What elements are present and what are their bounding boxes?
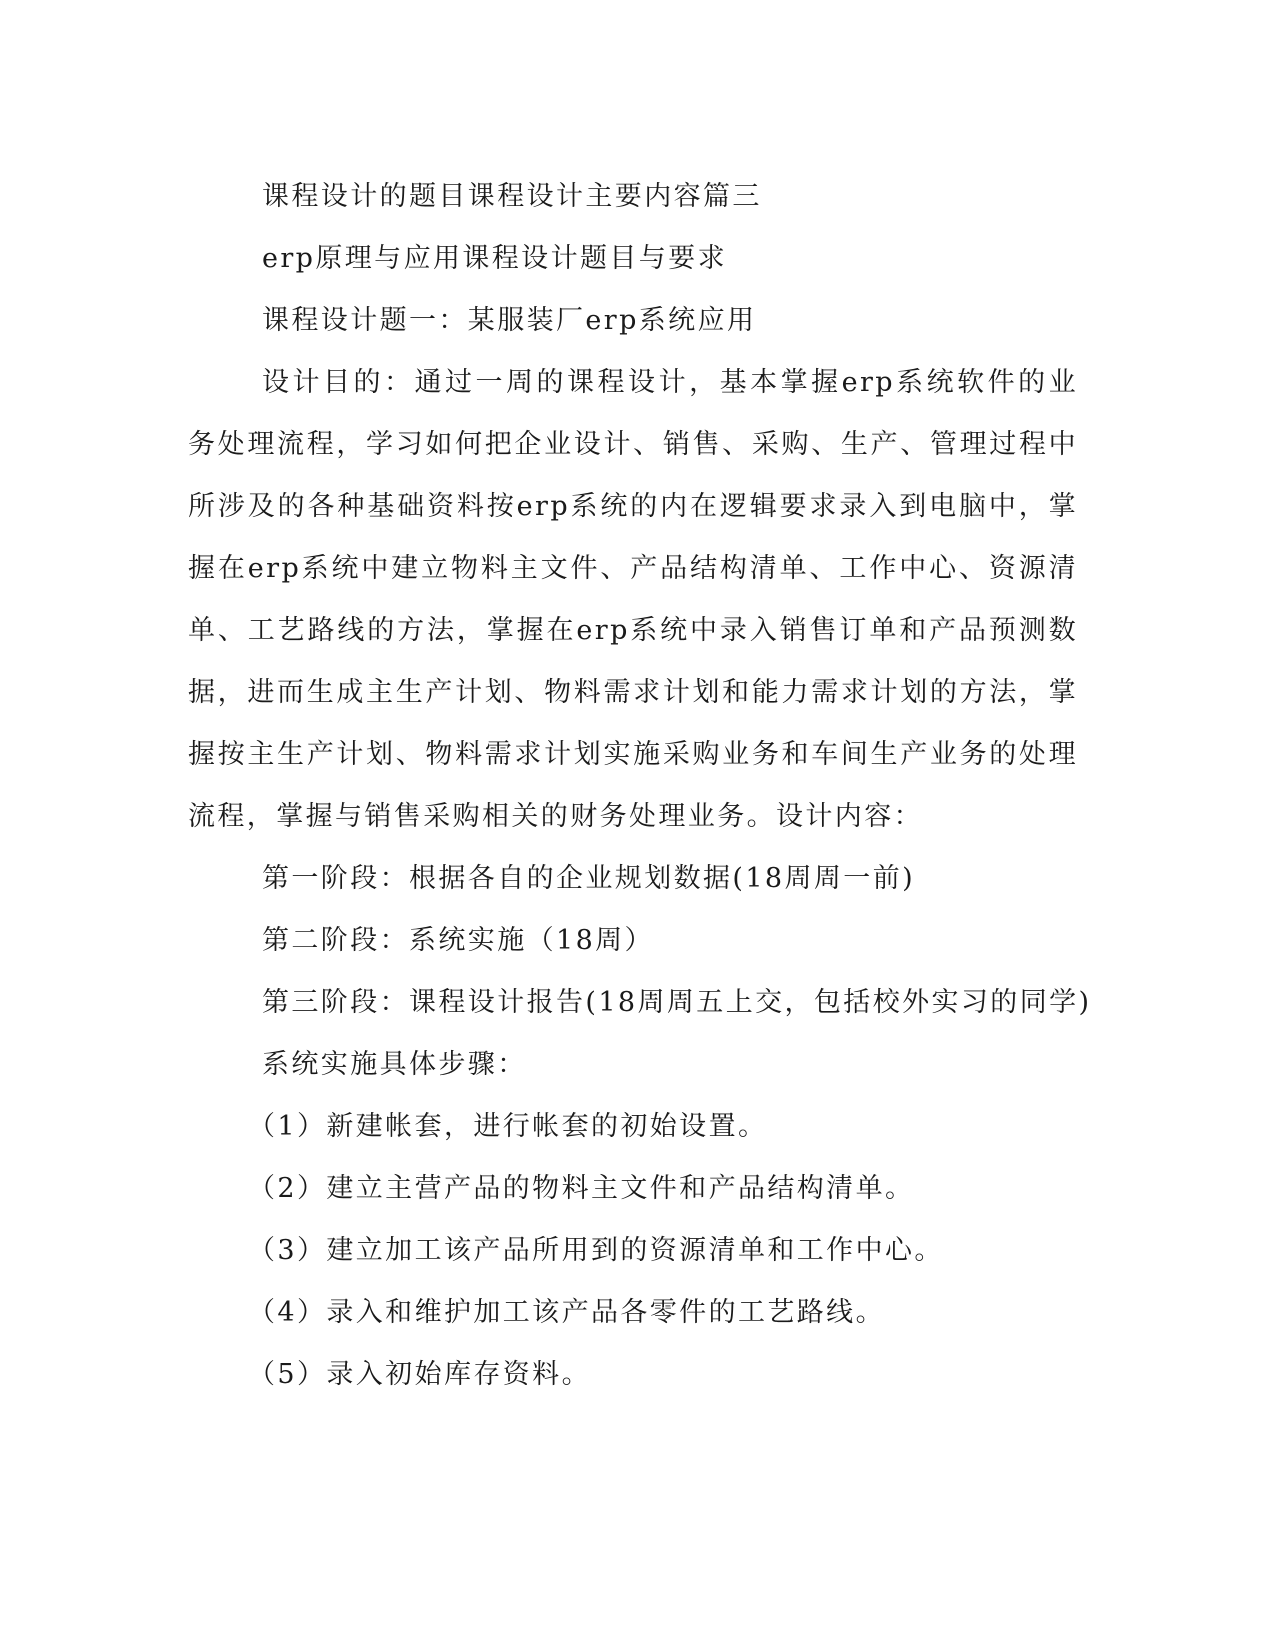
design-purpose-paragraph: 设计目的：通过一周的课程设计，基本掌握erp系统软件的业务处理流程，学习如何把企业设计、销售、采购、生产、管理过程中所涉及的各种基础资料按erp系统的内在逻辑要求录入到电脑中，掌握在erp系统中建立物料主文件、产品结构清单、工作中心、资源清单、工艺路线的方法，掌握在erp系统中录入销售订单和产品预测数据，进而生成主生产计划、物料需求计划和能力需求计划的方法，掌握按主生产计划、物料需求计划实施采购业务和车间生产业务的处理流程，掌握与销售采购相关的财务处理业务。设计内容： <box>188 367 1078 832</box>
document-subtitle: erp原理与应用课程设计题目与要求 <box>262 243 727 274</box>
stage-item: 第二阶段：系统实施（18周） <box>262 925 654 956</box>
stage-item: 第三阶段：课程设计报告(18周周五上交，包括校外实习的同学) <box>262 987 1092 1018</box>
step-item: （5）录入初始库存资料。 <box>248 1359 591 1390</box>
step-item: （4）录入和维护加工该产品各零件的工艺路线。 <box>248 1297 885 1328</box>
step-item: （1）新建帐套，进行帐套的初始设置。 <box>248 1111 768 1142</box>
step-item: （3）建立加工该产品所用到的资源清单和工作中心。 <box>248 1235 944 1266</box>
design-topic: 课程设计题一：某服装厂erp系统应用 <box>262 305 757 336</box>
steps-title: 系统实施具体步骤： <box>262 1049 527 1080</box>
document-heading: 课程设计的题目课程设计主要内容篇三 <box>262 181 762 212</box>
document-body <box>188 166 1092 1406</box>
step-item: （2）建立主营产品的物料主文件和产品结构清单。 <box>248 1173 915 1204</box>
stage-item: 第一阶段：根据各自的企业规划数据(18周周一前) <box>262 863 916 894</box>
